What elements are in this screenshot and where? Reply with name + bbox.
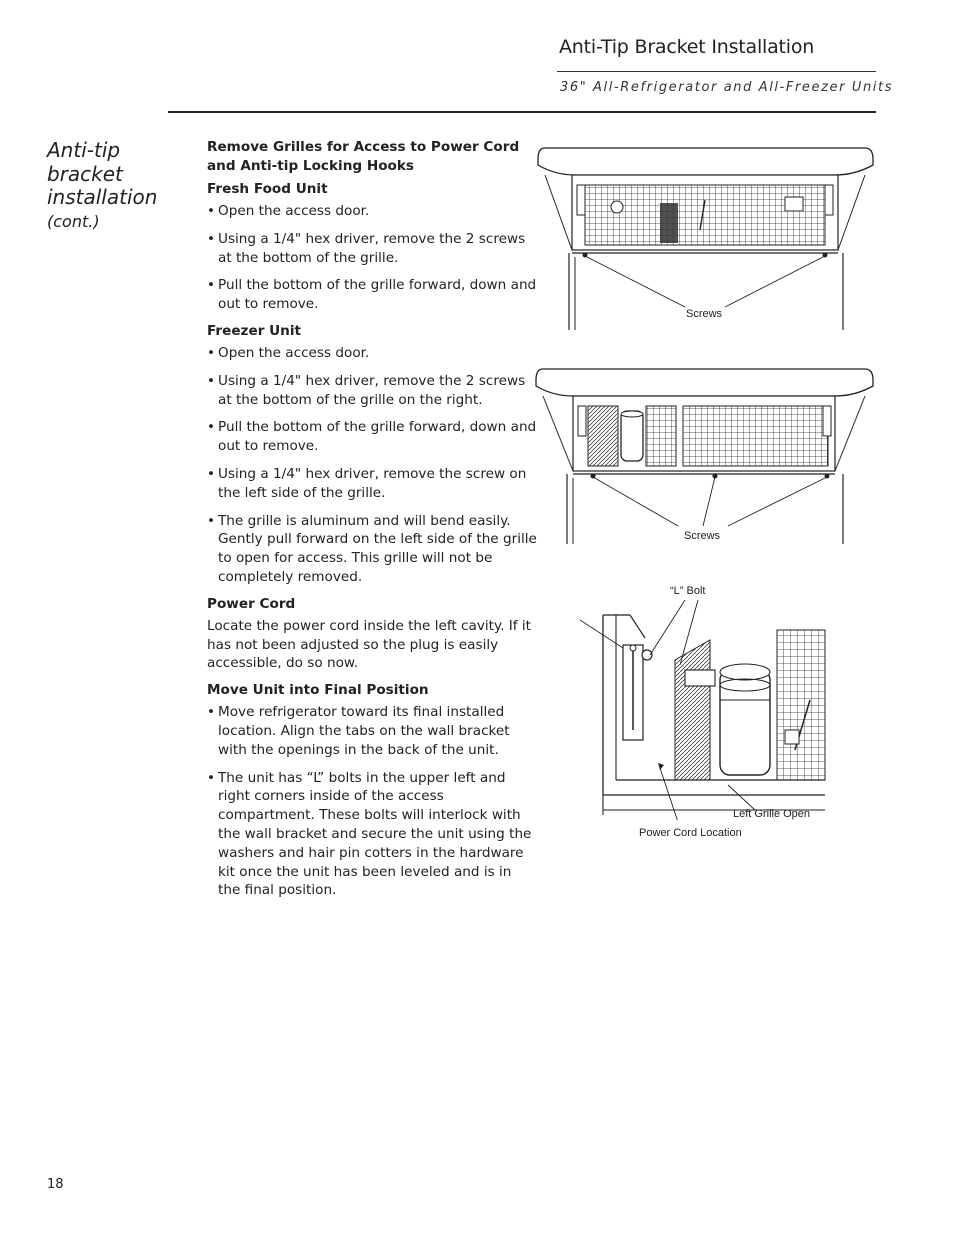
freezer-screws-caption: Screws <box>684 530 721 542</box>
side-heading-line: bracket <box>47 161 123 186</box>
page-header-subtitle: 36" All-Refrigerator and All-Freezer Units <box>560 80 894 95</box>
fresh-food-grille-illustration <box>535 145 875 335</box>
move-unit-heading: Move Unit into Final Position <box>207 682 429 699</box>
list-item: • Pull the bottom of the grille forward, down and out to remove. <box>207 418 537 456</box>
heading-line: Remove Grilles for Access to Power Cord <box>207 139 520 155</box>
power-cord-heading: Power Cord <box>207 595 296 612</box>
power-cord-text: Locate the power cord inside the left cavity. If it has not been adjusted so the plug is easily accessible, do so now. <box>207 617 531 672</box>
header-rule <box>557 71 876 72</box>
remove-grilles-heading <box>207 138 537 176</box>
list-item: • The unit has “L” bolts in the upper left and right corners inside of the access compartment. These bolts will interlock with the wall bracket and secure the unit using the washers and hair pin cotters in the hardware kit once the unit has been leveled and is in the final position. <box>207 769 537 901</box>
freezer-heading: Freezer Unit <box>207 322 302 339</box>
list-item: • The grille is aluminum and will bend easily. Gently pull forward on the left side of the grille to open for access. This grille will not be completely removed. <box>207 512 537 587</box>
list-item: • Open the access door. <box>207 202 537 221</box>
side-heading <box>47 139 167 233</box>
fresh-food-screws-caption: Screws <box>686 308 723 320</box>
section-rule <box>168 111 876 113</box>
list-item: • Move refrigerator toward its final installed location. Align the tabs on the wall bracket with the openings in the back of the unit. <box>207 703 537 759</box>
power-cord-location-label: Power Cord Location <box>639 827 742 839</box>
list-item: • Using a 1/4" hex driver, remove the 2 screws at the bottom of the grille. <box>207 230 537 268</box>
list-item: • Open the access door. <box>207 344 537 363</box>
list-item: • Using a 1/4" hex driver, remove the 2 screws at the bottom of the grille on the right. <box>207 372 537 410</box>
list-item: • Pull the bottom of the grille forward, down and out to remove. <box>207 276 537 314</box>
page-header-title: Anti-Tip Bracket Installation <box>559 36 815 58</box>
page-number: 18 <box>47 1177 64 1192</box>
side-heading-line: installation <box>47 185 158 209</box>
move-unit-steps <box>207 703 537 900</box>
left-grille-open-label: Left Grille Open <box>733 808 811 820</box>
fresh-food-steps <box>207 202 537 314</box>
bolt-detail-illustration <box>580 600 830 820</box>
freezer-steps <box>207 344 537 587</box>
l-bolt-label: “L” Bolt <box>670 585 706 597</box>
list-item: • Using a 1/4" hex driver, remove the screw on the left side of the grille. <box>207 465 537 503</box>
fresh-food-heading: Fresh Food Unit <box>207 181 328 197</box>
side-heading-cont: (cont.) <box>47 211 100 231</box>
heading-line: and Anti-tip Locking Hooks <box>207 158 415 174</box>
instructions-column <box>207 138 537 904</box>
side-heading-line: Anti-tip <box>47 138 121 162</box>
freezer-grille-illustration <box>533 366 875 546</box>
